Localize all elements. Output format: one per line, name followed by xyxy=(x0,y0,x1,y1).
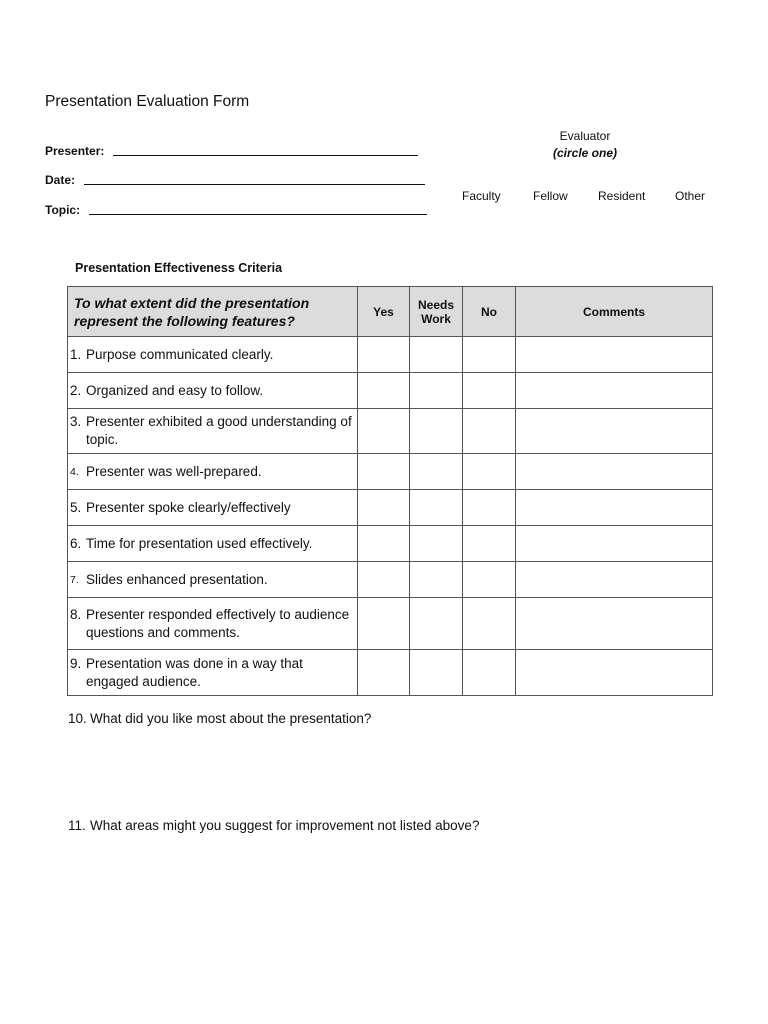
table-row xyxy=(68,562,713,598)
table-row xyxy=(68,526,713,562)
needs-work-cell[interactable] xyxy=(410,562,463,598)
question-11-text: What areas might you suggest for improvement not listed above? xyxy=(90,818,480,833)
needs-work-cell[interactable] xyxy=(410,526,463,562)
comments-cell[interactable] xyxy=(516,526,713,562)
no-cell[interactable] xyxy=(463,598,516,650)
comments-cell[interactable] xyxy=(516,409,713,454)
criterion-number: 7. xyxy=(70,573,79,586)
no-cell[interactable] xyxy=(463,490,516,526)
criterion-number: 9. xyxy=(70,655,82,671)
comments-cell[interactable] xyxy=(516,373,713,409)
table-row xyxy=(68,409,713,454)
table-row xyxy=(68,337,713,373)
criterion-cell xyxy=(68,409,358,454)
criterion-number: 3. xyxy=(70,414,82,429)
criterion-text: Presenter responded effectively to audience questions and comments. xyxy=(86,606,350,640)
criterion-cell xyxy=(68,373,358,409)
question-10 xyxy=(68,711,371,726)
table-header-row xyxy=(68,287,713,337)
topic-field[interactable] xyxy=(45,203,427,217)
no-cell[interactable] xyxy=(463,650,516,696)
no-cell[interactable] xyxy=(463,409,516,454)
question-11 xyxy=(68,818,479,833)
no-header: No xyxy=(463,287,516,337)
criterion-number: 5. xyxy=(70,499,82,515)
table-row xyxy=(68,650,713,696)
evaluator-option-faculty[interactable]: Faculty xyxy=(462,189,501,203)
criterion-number: 6. xyxy=(70,535,82,551)
topic-line[interactable] xyxy=(89,213,427,215)
comments-cell[interactable] xyxy=(516,598,713,650)
comments-cell[interactable] xyxy=(516,454,713,490)
criterion-number: 4. xyxy=(70,465,79,478)
needs-work-cell[interactable] xyxy=(410,490,463,526)
needs-work-cell[interactable] xyxy=(410,598,463,650)
presenter-field[interactable] xyxy=(45,144,418,158)
criterion-cell xyxy=(68,526,358,562)
criterion-cell xyxy=(68,650,358,696)
criterion-text: Presentation was done in a way that engaged audience. xyxy=(86,655,303,689)
yes-cell[interactable] xyxy=(358,598,410,650)
needs-work-cell[interactable] xyxy=(410,337,463,373)
comments-cell[interactable] xyxy=(516,650,713,696)
criteria-table xyxy=(67,286,713,696)
criterion-cell xyxy=(68,490,358,526)
comments-header: Comments xyxy=(516,287,713,337)
question-11-number: 11. xyxy=(68,818,86,833)
needs-work-cell[interactable] xyxy=(410,454,463,490)
date-field[interactable] xyxy=(45,173,425,187)
yes-cell[interactable] xyxy=(358,526,410,562)
comments-cell[interactable] xyxy=(516,490,713,526)
criterion-text: Presenter exhibited a good understanding of topic. xyxy=(86,414,352,447)
evaluator-option-other[interactable]: Other xyxy=(675,189,706,203)
question-10-number: 10. xyxy=(68,711,87,726)
needs-work-cell[interactable] xyxy=(410,650,463,696)
yes-cell[interactable] xyxy=(358,650,410,696)
yes-cell[interactable] xyxy=(358,337,410,373)
comments-cell[interactable] xyxy=(516,337,713,373)
table-row xyxy=(68,454,713,490)
presenter-line[interactable] xyxy=(113,154,418,156)
yes-header: Yes xyxy=(358,287,410,337)
no-cell[interactable] xyxy=(463,526,516,562)
criterion-number: 8. xyxy=(70,606,82,622)
yes-cell[interactable] xyxy=(358,454,410,490)
yes-cell[interactable] xyxy=(358,562,410,598)
no-cell[interactable] xyxy=(463,373,516,409)
table-row xyxy=(68,490,713,526)
criterion-text: Presenter spoke clearly/effectively xyxy=(86,499,291,515)
question-10-text: What did you like most about the presentation? xyxy=(90,711,372,726)
yes-cell[interactable] xyxy=(358,373,410,409)
no-cell[interactable] xyxy=(463,454,516,490)
yes-cell[interactable] xyxy=(358,409,410,454)
evaluator-option-resident[interactable]: Resident xyxy=(598,189,646,203)
comments-cell[interactable] xyxy=(516,562,713,598)
no-cell[interactable] xyxy=(463,562,516,598)
criterion-cell xyxy=(68,454,358,490)
criterion-text: Purpose communicated clearly. xyxy=(86,346,274,362)
table-row xyxy=(68,598,713,650)
form-title: Presentation Evaluation Form xyxy=(45,93,250,110)
criterion-number: 2. xyxy=(70,382,82,398)
question-header: To what extent did the presentation represent the following features? xyxy=(68,287,358,337)
section-title: Presentation Effectiveness Criteria xyxy=(75,261,283,275)
yes-cell[interactable] xyxy=(358,490,410,526)
criterion-text: Time for presentation used effectively. xyxy=(86,535,313,551)
evaluator-subtitle: (circle one) xyxy=(552,146,618,160)
no-cell[interactable] xyxy=(463,337,516,373)
date-line[interactable] xyxy=(84,183,425,185)
table-row xyxy=(68,373,713,409)
needs-work-cell[interactable] xyxy=(410,409,463,454)
presenter-label: Presenter: xyxy=(45,144,105,158)
criterion-text: Organized and easy to follow. xyxy=(86,382,264,398)
needs-work-header: Needs Work xyxy=(410,287,463,337)
criterion-text: Slides enhanced presentation. xyxy=(86,571,268,587)
criterion-cell xyxy=(68,337,358,373)
date-label: Date: xyxy=(45,173,76,187)
evaluator-option-fellow[interactable]: Fellow xyxy=(533,189,568,203)
criterion-cell xyxy=(68,562,358,598)
evaluator-title: Evaluator xyxy=(559,129,611,143)
needs-work-cell[interactable] xyxy=(410,373,463,409)
criterion-text: Presenter was well-prepared. xyxy=(86,463,262,479)
criterion-number: 1. xyxy=(70,346,82,362)
topic-label: Topic: xyxy=(45,203,81,217)
criterion-cell xyxy=(68,598,358,650)
